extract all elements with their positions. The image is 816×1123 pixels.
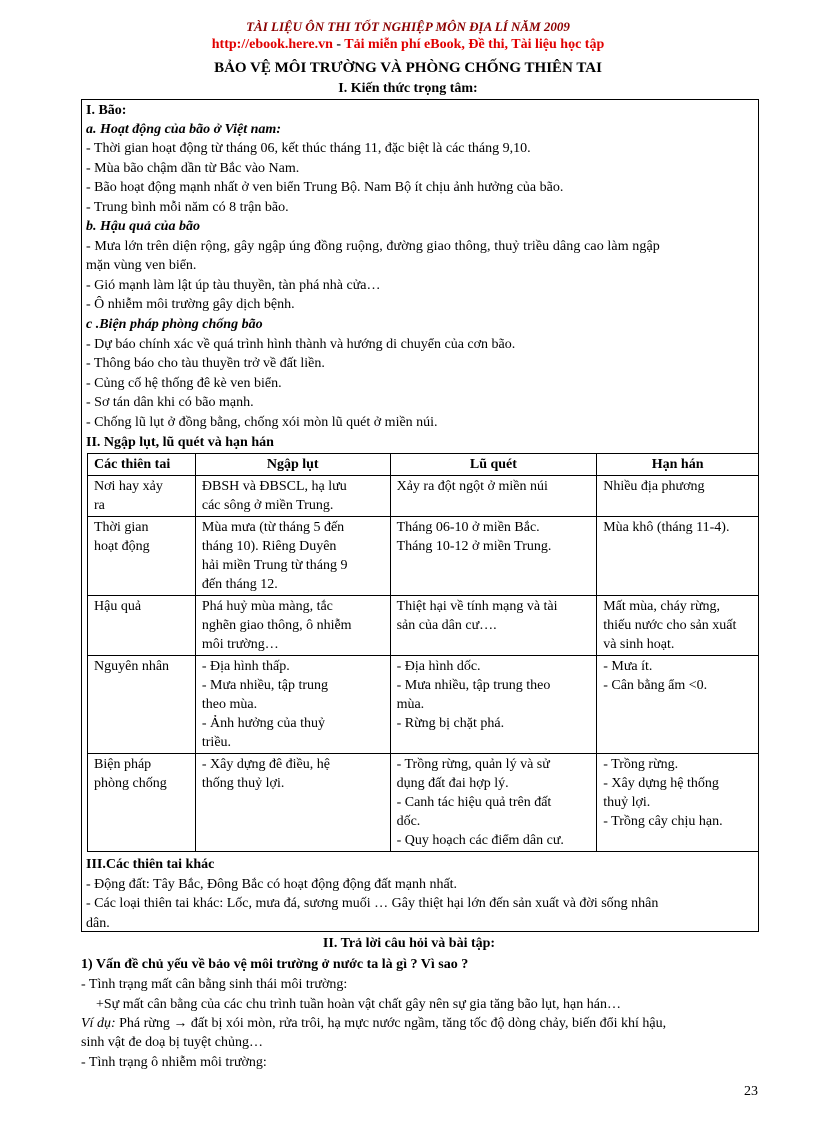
drought-cell: Mất mùa, cháy rừng, thiếu nước cho sản xuất và sinh hoạt. — [597, 596, 759, 656]
row-label-cell: Thời gian hoạt động — [88, 517, 196, 596]
other-disasters-item: - Các loại thiên tai khác: Lốc, mưa đá, sương muối … Gây thiệt hại lớn đến sản xuất và đời sống nhân — [86, 896, 659, 911]
flood-cell: Mùa mưa (từ tháng 5 đến tháng 10). Riêng Duyên hải miền Trung từ tháng 9 đến tháng 12. — [195, 517, 390, 596]
storm-prevention-heading: c .Biện pháp phòng chống bão — [86, 317, 263, 332]
other-disasters-item: - Động đất: Tây Bắc, Đông Bắc có hoạt động động đất mạnh nhất. — [86, 877, 458, 892]
other-disasters-heading: III.Các thiên tai khác — [86, 857, 215, 872]
flash-flood-cell: Tháng 06-10 ở miền Bắc. Tháng 10-12 ở miền Trung. — [390, 517, 597, 596]
row-label-cell: Nơi hay xảy ra — [88, 476, 196, 517]
row-label-cell: Hậu quả — [88, 596, 196, 656]
storm-activity-item: - Thời gian hoạt động từ tháng 06, kết thúc tháng 11, đặc biệt là các tháng 9,10. — [86, 141, 531, 156]
drought-cell: - Trồng rừng. - Xây dựng hệ thống thuỷ lợi. - Trồng cây chịu hạn. — [597, 754, 759, 852]
other-disasters-item-cont: dân. — [86, 916, 110, 931]
storm-activity-item: - Mùa bão chậm dần từ Bắc vào Nam. — [86, 161, 300, 176]
flood-cell: Phá huỷ mùa màng, tắc nghẽn giao thông, ô nhiễm môi trường… — [195, 596, 390, 656]
storm-prevention-item: - Dự báo chính xác về quá trình hình thành và hướng di chuyển của cơn bão. — [86, 337, 516, 352]
storm-consequence-item: - Mưa lớn trên diện rộng, gây ngập úng đồng ruộng, đường giao thông, thuỷ triều dâng cao làm ngập — [86, 239, 660, 254]
answer-line: - Tình trạng ô nhiễm môi trường: — [81, 1055, 267, 1070]
row-label-cell: Nguyên nhân — [88, 656, 196, 754]
example-line-cont: sinh vật đe doạ bị tuyệt chủng… — [81, 1035, 263, 1050]
answer-line: - Tình trạng mất cân bằng sinh thái môi trường: — [81, 977, 348, 992]
flood-cell: ĐBSH và ĐBSCL, hạ lưu các sông ở miền Trung. — [195, 476, 390, 517]
storm-consequence-item: - Ô nhiễm môi trường gây dịch bệnh. — [86, 297, 295, 312]
table-row — [88, 754, 759, 852]
drought-cell: Mùa khô (tháng 11-4). — [597, 517, 759, 596]
section-2-title: II. Trả lời câu hỏi và bài tập: — [322, 936, 496, 951]
table-row — [88, 476, 759, 517]
column-header: Hạn hán — [597, 454, 759, 476]
table-header-row — [88, 454, 759, 476]
storm-prevention-item: - Sơ tán dân khi có bão mạnh. — [86, 395, 254, 410]
document-header: TÀI LIỆU ÔN THI TỐT NGHIỆP MÔN ĐỊA LÍ NĂM 2009 — [246, 19, 570, 34]
table-row — [88, 596, 759, 656]
table-row — [88, 656, 759, 754]
row-label-cell: Biện pháp phòng chống — [88, 754, 196, 852]
source-line — [0, 37, 816, 53]
separator: - — [332, 37, 345, 52]
disaster-comparison-table — [87, 453, 759, 852]
storm-consequence-heading: b. Hậu quả của bão — [86, 219, 200, 234]
page-number: 23 — [744, 1084, 758, 1099]
column-header: Ngập lụt — [195, 454, 390, 476]
flood-cell: - Xây dựng đê điều, hệ thống thuỷ lợi. — [195, 754, 390, 852]
drought-cell: Nhiều địa phương — [597, 476, 759, 517]
drought-cell: - Mưa ít. - Cân bằng ẩm <0. — [597, 656, 759, 754]
disaster-table-heading: II. Ngập lụt, lũ quét và hạn hán — [86, 435, 274, 450]
source-tagline: Tải miễn phí eBook, Đề thi, Tài liệu học tập — [344, 37, 605, 52]
question-1: 1) Vấn đề chủ yếu về bảo vệ môi trường ở nước ta là gì ? Vì sao ? — [81, 957, 469, 972]
storm-heading: I. Bão: — [86, 103, 127, 118]
storm-consequence-item: - Gió mạnh làm lật úp tàu thuyền, tàn phá nhà cửa… — [86, 278, 381, 293]
flash-flood-cell: - Địa hình dốc. - Mưa nhiều, tập trung theo mùa. - Rừng bị chặt phá. — [390, 656, 597, 754]
source-url-link[interactable]: http://ebook.here.vn — [211, 37, 333, 52]
page-title: BẢO VỆ MÔI TRƯỜNG VÀ PHÒNG CHỐNG THIÊN TAI — [214, 60, 602, 76]
example-text: Phá rừng → đất bị xói mòn, rửa trôi, hạ mực nước ngầm, tăng tốc độ dòng chảy, biến đổi khí hậu, — [115, 1016, 667, 1031]
storm-activity-item: - Bão hoạt động mạnh nhất ở ven biển Trung Bộ. Nam Bộ ít chịu ảnh hưởng của bão. — [86, 180, 564, 195]
flood-cell: - Địa hình thấp. - Mưa nhiều, tập trung theo mùa. - Ảnh hưởng của thuỷ triều. — [195, 656, 390, 754]
example-label: Ví dụ: — [81, 1016, 116, 1031]
flash-flood-cell: Xảy ra đột ngột ở miền núi — [390, 476, 597, 517]
column-header: Các thiên tai — [88, 454, 196, 476]
storm-prevention-item: - Thông báo cho tàu thuyền trở về đất liền. — [86, 356, 325, 371]
column-header: Lũ quét — [390, 454, 597, 476]
storm-prevention-item: - Chống lũ lụt ở đồng bằng, chống xói mòn lũ quét ở miền núi. — [86, 415, 438, 430]
storm-consequence-item-cont: mặn vùng ven biển. — [86, 258, 197, 273]
flash-flood-cell: Thiệt hại về tính mạng và tài sản của dân cư…. — [390, 596, 597, 656]
section-1-title: I. Kiến thức trọng tâm: — [338, 81, 478, 96]
storm-prevention-item: - Củng cố hệ thống đê kè ven biển. — [86, 376, 282, 391]
storm-activity-item: - Trung bình mỗi năm có 8 trận bão. — [86, 200, 289, 215]
flash-flood-cell: - Trồng rừng, quản lý và sử dụng đất đai hợp lý. - Canh tác hiệu quả trên đất dốc. - Quy hoạch các điểm dân cư. — [390, 754, 597, 852]
table-row — [88, 517, 759, 596]
storm-activity-heading: a. Hoạt động của bão ở Việt nam: — [86, 122, 281, 137]
answer-line: +Sự mất cân bằng của các chu trình tuần hoàn vật chất gây nên sự gia tăng bão lụt, hạn hán… — [96, 997, 621, 1012]
example-line — [81, 1014, 757, 1033]
